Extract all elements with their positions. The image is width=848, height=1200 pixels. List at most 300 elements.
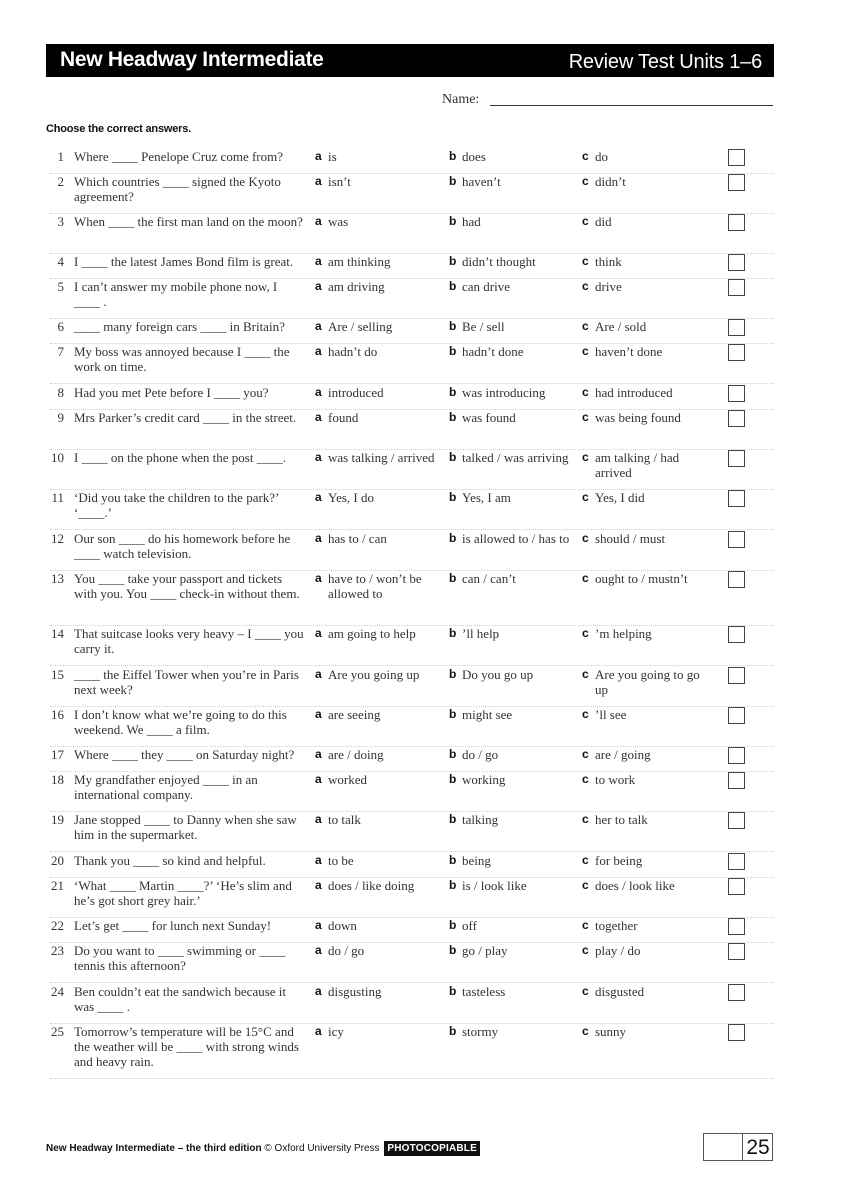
option-a[interactable] [315, 531, 443, 546]
row-separator [50, 529, 774, 530]
option-text: do / go [462, 747, 499, 762]
option-b[interactable] [449, 174, 577, 189]
option-letter: b [449, 410, 457, 424]
option-b[interactable] [449, 878, 577, 893]
option-letter: a [315, 984, 322, 998]
option-letter: b [449, 450, 457, 464]
answer-box[interactable] [728, 667, 745, 684]
header-bar [46, 44, 774, 77]
option-text: am talking / had arrived [595, 450, 680, 480]
option-b[interactable] [449, 772, 577, 787]
option-letter: a [315, 626, 322, 640]
answer-box[interactable] [728, 1024, 745, 1041]
option-b[interactable] [449, 667, 577, 682]
option-c[interactable] [582, 149, 710, 164]
option-a[interactable] [315, 918, 443, 933]
option-text: Do you go up [462, 667, 534, 682]
option-text: isn’t [328, 174, 351, 189]
option-letter: b [449, 984, 457, 998]
option-text: Are / selling [328, 319, 393, 334]
question-number: 4 [57, 254, 64, 269]
option-text: did [595, 214, 612, 229]
option-c[interactable] [582, 878, 710, 893]
option-letter: c [582, 772, 589, 786]
question-text: Where ____ they ____ on Saturday night? [74, 747, 295, 762]
option-letter: a [315, 707, 322, 721]
answer-box[interactable] [728, 174, 745, 191]
option-letter: b [449, 853, 457, 867]
option-b[interactable] [449, 984, 577, 999]
question-number: 22 [51, 918, 64, 933]
option-text: ’ll help [462, 626, 500, 641]
question-text: Which countries ____ signed the Kyoto agreement? [74, 174, 281, 204]
page-number-box [703, 1133, 773, 1161]
answer-box[interactable] [728, 984, 745, 1001]
option-text: being [462, 853, 491, 868]
option-c[interactable] [582, 319, 710, 334]
option-letter: c [582, 174, 589, 188]
option-text: does / like doing [328, 878, 415, 893]
footer-title: New Headway Intermediate – the third edition [46, 1143, 262, 1154]
answer-box[interactable] [728, 344, 745, 361]
option-text: didn’t thought [462, 254, 536, 269]
option-letter: c [582, 667, 589, 681]
question-row [40, 344, 774, 384]
question-row [40, 707, 774, 747]
option-text: am going to help [328, 626, 416, 641]
option-text: down [328, 918, 357, 933]
option-c[interactable] [582, 812, 710, 827]
question-text: Do you want to ____ swimming or ____ tennis this afternoon? [74, 943, 286, 973]
option-text: was introducing [462, 385, 546, 400]
answer-box[interactable] [728, 812, 745, 829]
option-a[interactable] [315, 812, 443, 827]
option-letter: b [449, 531, 457, 545]
question-number: 12 [51, 531, 64, 546]
question-row [40, 747, 774, 772]
option-text: talked / was arriving [462, 450, 569, 465]
option-a[interactable] [315, 667, 443, 682]
option-text: is [328, 149, 337, 164]
question-number: 3 [57, 214, 64, 229]
option-text: is / look like [462, 878, 527, 893]
option-c[interactable] [582, 174, 710, 189]
option-text: stormy [462, 1024, 499, 1039]
answer-box[interactable] [728, 254, 745, 271]
option-letter: b [449, 174, 457, 188]
name-line [490, 105, 773, 106]
option-text: tasteless [462, 984, 506, 999]
option-letter: c [582, 254, 589, 268]
question-text: Let’s get ____ for lunch next Sunday! [74, 918, 272, 933]
option-c[interactable] [582, 531, 710, 546]
question-row [40, 279, 774, 319]
option-text: was being found [595, 410, 681, 425]
option-a[interactable] [315, 571, 443, 601]
option-text: Are you going up [328, 667, 420, 682]
question-row [40, 319, 774, 344]
answer-box[interactable] [728, 385, 745, 402]
question-text: Jane stopped ____ to Danny when she saw him in the supermarket. [74, 812, 297, 842]
option-letter: c [582, 531, 589, 545]
option-a[interactable] [315, 707, 443, 722]
option-c[interactable] [582, 667, 710, 697]
question-row [40, 490, 774, 530]
option-b[interactable] [449, 918, 577, 933]
option-c[interactable] [582, 571, 710, 586]
question-text: You ____ take your passport and tickets with you. You ____ check-in without them. [74, 571, 300, 601]
option-letter: c [582, 747, 589, 761]
option-letter: c [582, 490, 589, 504]
option-c[interactable] [582, 214, 710, 229]
option-text: drive [595, 279, 622, 294]
option-c[interactable] [582, 254, 710, 269]
answer-box[interactable] [728, 450, 745, 467]
answer-box[interactable] [728, 707, 745, 724]
question-number: 5 [57, 279, 64, 294]
option-text: has to / can [328, 531, 387, 546]
question-text: I ____ the latest James Bond film is great. [74, 254, 294, 269]
option-letter: a [315, 279, 322, 293]
option-c[interactable] [582, 344, 710, 359]
option-c[interactable] [582, 490, 710, 505]
name-field[interactable] [442, 90, 774, 110]
answer-box[interactable] [728, 531, 745, 548]
question-row [40, 984, 774, 1024]
question-number: 25 [51, 1024, 64, 1039]
question-row [40, 667, 774, 707]
option-b[interactable] [449, 149, 577, 164]
question-number: 21 [51, 878, 64, 893]
option-c[interactable] [582, 279, 710, 294]
option-letter: a [315, 667, 322, 681]
option-text: Yes, I do [328, 490, 374, 505]
option-text: had [462, 214, 481, 229]
option-text: ought to / mustn’t [595, 571, 688, 586]
option-b[interactable] [449, 626, 577, 641]
option-letter: a [315, 853, 322, 867]
option-text: found [328, 410, 359, 425]
question-row [40, 214, 774, 254]
option-letter: c [582, 450, 589, 464]
option-text: have to / won’t be allowed to [328, 571, 422, 601]
option-letter: a [315, 344, 322, 358]
option-letter: b [449, 149, 457, 163]
option-text: her to talk [595, 812, 648, 827]
question-text: Had you met Pete before I ____ you? [74, 385, 269, 400]
option-text: didn’t [595, 174, 626, 189]
question-text: When ____ the first man land on the moon? [74, 214, 303, 229]
option-c[interactable] [582, 984, 710, 999]
question-row [40, 149, 774, 174]
option-letter: b [449, 214, 457, 228]
option-b[interactable] [449, 707, 577, 722]
option-letter: a [315, 571, 322, 585]
option-b[interactable] [449, 490, 577, 505]
option-letter: b [449, 344, 457, 358]
option-c[interactable] [582, 385, 710, 400]
option-a[interactable] [315, 853, 443, 868]
option-text: haven’t [462, 174, 501, 189]
answer-box[interactable] [728, 943, 745, 960]
option-letter: b [449, 918, 457, 932]
question-row [40, 878, 774, 918]
option-b[interactable] [449, 571, 577, 586]
question-number: 23 [51, 943, 64, 958]
option-letter: a [315, 531, 322, 545]
question-number: 7 [57, 344, 64, 359]
option-letter: c [582, 853, 589, 867]
option-text: worked [328, 772, 367, 787]
option-letter: c [582, 984, 589, 998]
question-row [40, 943, 774, 983]
option-text: Yes, I did [595, 490, 645, 505]
option-text: hadn’t do [328, 344, 378, 359]
option-text: should / must [595, 531, 666, 546]
answer-box[interactable] [728, 626, 745, 643]
option-a[interactable] [315, 450, 443, 465]
option-text: can / can’t [462, 571, 516, 586]
option-a[interactable] [315, 626, 443, 641]
option-b[interactable] [449, 410, 577, 425]
question-number: 6 [57, 319, 64, 334]
footer-publisher: © Oxford University Press [264, 1143, 380, 1154]
question-row [40, 531, 774, 571]
question-text: I don’t know what we’re going to do this weekend. We ____ a film. [74, 707, 287, 737]
question-number: 10 [51, 450, 64, 465]
question-text: ‘Did you take the children to the park?’ ‘____.’ [74, 490, 279, 520]
option-text: play / do [595, 943, 641, 958]
question-number: 15 [51, 667, 64, 682]
question-text: ‘What ____ Martin ____?’ ‘He’s slim and he’s got short grey hair.’ [74, 878, 292, 908]
option-c[interactable] [582, 853, 710, 868]
option-letter: c [582, 279, 589, 293]
option-text: introduced [328, 385, 384, 400]
header-subtitle: Review Test Units 1–6 [568, 51, 762, 73]
answer-box[interactable] [728, 149, 745, 166]
option-text: do [595, 149, 608, 164]
option-b[interactable] [449, 214, 577, 229]
option-a[interactable] [315, 214, 443, 229]
question-number: 11 [51, 490, 64, 505]
option-a[interactable] [315, 410, 443, 425]
question-text: Tomorrow’s temperature will be 15°C and the weather will be ____ with strong winds and heavy rain. [74, 1024, 299, 1069]
option-letter: c [582, 1024, 589, 1038]
answer-box[interactable] [728, 319, 745, 336]
question-text: Mrs Parker’s credit card ____ in the street. [74, 410, 297, 425]
option-c[interactable] [582, 626, 710, 641]
question-text: I can’t answer my mobile phone now, I ____ . [74, 279, 278, 309]
option-c[interactable] [582, 410, 710, 425]
option-text: hadn’t done [462, 344, 524, 359]
option-c[interactable] [582, 707, 710, 722]
option-letter: a [315, 772, 322, 786]
row-separator [50, 383, 774, 384]
option-letter: b [449, 772, 457, 786]
option-a[interactable] [315, 490, 443, 505]
question-number: 19 [51, 812, 64, 827]
option-letter: c [582, 344, 589, 358]
option-letter: c [582, 410, 589, 424]
option-letter: a [315, 214, 322, 228]
option-letter: b [449, 1024, 457, 1038]
option-text: does [462, 149, 486, 164]
option-letter: c [582, 319, 589, 333]
page-box-divider [742, 1134, 743, 1160]
option-letter: a [315, 385, 322, 399]
option-text: Yes, I am [462, 490, 511, 505]
option-c[interactable] [582, 1024, 710, 1039]
option-letter: b [449, 667, 457, 681]
header-title: New Headway Intermediate [60, 48, 324, 71]
option-b[interactable] [449, 319, 577, 334]
option-text: had introduced [595, 385, 673, 400]
question-number: 17 [51, 747, 64, 762]
question-text: Our son ____ do his homework before he ____ watch television. [74, 531, 291, 561]
option-text: do / go [328, 943, 365, 958]
option-text: think [595, 254, 622, 269]
page-number: 25 [746, 1136, 770, 1159]
option-text: is allowed to / has to [462, 531, 570, 546]
option-a[interactable] [315, 984, 443, 999]
option-a[interactable] [315, 772, 443, 787]
option-letter: b [449, 747, 457, 761]
option-letter: a [315, 149, 322, 163]
option-letter: a [315, 1024, 322, 1038]
answer-box[interactable] [728, 214, 745, 231]
option-text: Are you going to go up [595, 667, 700, 697]
option-letter: c [582, 812, 589, 826]
question-row [40, 174, 774, 214]
option-letter: a [315, 174, 322, 188]
option-letter: b [449, 571, 457, 585]
name-label: Name: [442, 92, 480, 107]
question-number: 1 [57, 149, 64, 164]
option-letter: a [315, 747, 322, 761]
option-c[interactable] [582, 747, 710, 762]
option-text: haven’t done [595, 344, 663, 359]
option-a[interactable] [315, 279, 443, 294]
option-c[interactable] [582, 943, 710, 958]
option-b[interactable] [449, 531, 577, 546]
answer-box[interactable] [728, 772, 745, 789]
option-b[interactable] [449, 812, 577, 827]
option-letter: b [449, 626, 457, 640]
option-a[interactable] [315, 943, 443, 958]
option-text: disgusted [595, 984, 645, 999]
option-letter: b [449, 319, 457, 333]
option-a[interactable] [315, 319, 443, 334]
question-number: 9 [57, 410, 64, 425]
answer-box[interactable] [728, 410, 745, 427]
question-number: 8 [57, 385, 64, 400]
option-b[interactable] [449, 747, 577, 762]
option-a[interactable] [315, 1024, 443, 1039]
option-letter: a [315, 319, 322, 333]
option-letter: a [315, 410, 322, 424]
question-text: I ____ on the phone when the post ____. [74, 450, 286, 465]
option-a[interactable] [315, 385, 443, 400]
option-b[interactable] [449, 254, 577, 269]
option-b[interactable] [449, 1024, 577, 1039]
option-letter: c [582, 149, 589, 163]
answer-box[interactable] [728, 853, 745, 870]
option-text: was talking / arrived [328, 450, 435, 465]
option-b[interactable] [449, 943, 577, 958]
option-text: Be / sell [462, 319, 505, 334]
option-a[interactable] [315, 174, 443, 189]
option-a[interactable] [315, 747, 443, 762]
option-letter: b [449, 254, 457, 268]
question-row [40, 918, 774, 943]
photocopiable-badge: PHOTOCOPIABLE [384, 1141, 480, 1156]
option-text: are / doing [328, 747, 384, 762]
question-number: 18 [51, 772, 64, 787]
answer-box[interactable] [728, 918, 745, 935]
option-text: does / look like [595, 878, 675, 893]
footer [46, 1143, 480, 1154]
row-separator [50, 982, 774, 983]
option-text: can drive [462, 279, 511, 294]
option-letter: c [582, 571, 589, 585]
answer-box[interactable] [728, 878, 745, 895]
answer-box[interactable] [728, 490, 745, 507]
question-row [40, 626, 774, 666]
option-letter: b [449, 707, 457, 721]
question-row [40, 772, 774, 812]
answer-box[interactable] [728, 571, 745, 588]
question-row [40, 450, 774, 490]
option-text: together [595, 918, 638, 933]
option-letter: c [582, 707, 589, 721]
option-a[interactable] [315, 878, 443, 893]
question-text: ____ many foreign cars ____ in Britain? [74, 319, 285, 334]
option-a[interactable] [315, 149, 443, 164]
option-c[interactable] [582, 772, 710, 787]
option-letter: a [315, 450, 322, 464]
option-letter: c [582, 214, 589, 228]
option-b[interactable] [449, 344, 577, 359]
option-letter: c [582, 626, 589, 640]
option-text: talking [462, 812, 499, 827]
option-c[interactable] [582, 450, 710, 480]
option-b[interactable] [449, 279, 577, 294]
option-text: are seeing [328, 707, 381, 722]
question-row [40, 853, 774, 878]
option-c[interactable] [582, 918, 710, 933]
option-b[interactable] [449, 853, 577, 868]
question-row [40, 812, 774, 852]
option-letter: b [449, 812, 457, 826]
option-a[interactable] [315, 254, 443, 269]
question-text: Ben couldn’t eat the sandwich because it was ____ . [74, 984, 287, 1014]
option-text: sunny [595, 1024, 627, 1039]
answer-box[interactable] [728, 747, 745, 764]
option-a[interactable] [315, 344, 443, 359]
question-row [40, 571, 774, 626]
option-text: was found [462, 410, 516, 425]
answer-box[interactable] [728, 279, 745, 296]
option-b[interactable] [449, 385, 577, 400]
option-text: to be [328, 853, 354, 868]
option-b[interactable] [449, 450, 577, 465]
option-letter: b [449, 878, 457, 892]
option-text: to work [595, 772, 636, 787]
question-row [40, 410, 774, 450]
option-letter: a [315, 878, 322, 892]
option-letter: b [449, 279, 457, 293]
option-letter: c [582, 918, 589, 932]
